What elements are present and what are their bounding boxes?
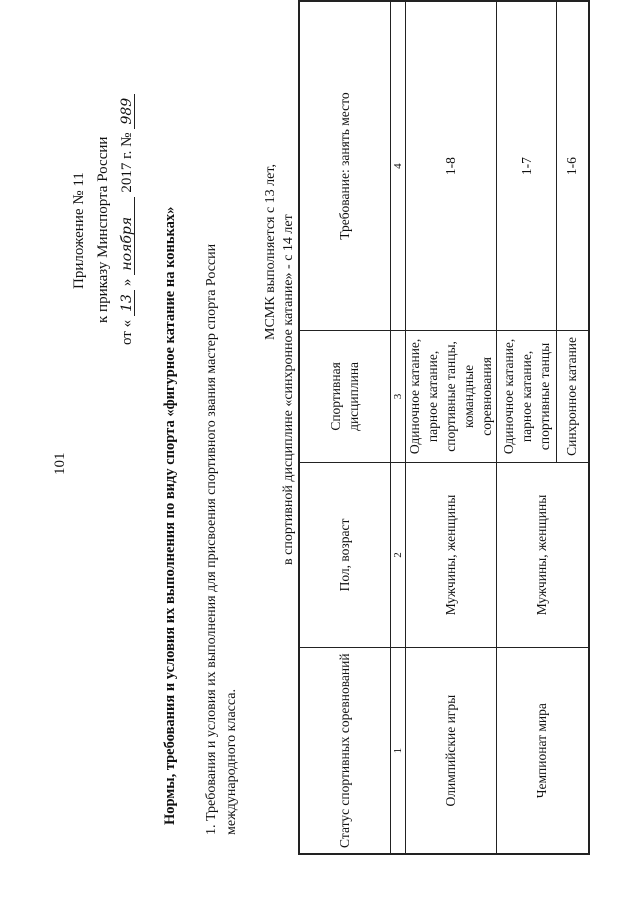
table-row — [406, 1, 497, 854]
page-number: 101 — [52, 452, 68, 475]
age-note-line2: в спортивной дисциплине «синхронное катание» - с 14 лет — [281, 214, 296, 565]
row-discipline — [406, 331, 497, 462]
discipline-line: спортивные танцы, — [443, 341, 458, 452]
intro-paragraph: 1. Требования и условия их выполнения для присвоения спортивного звания мастер спорта России международного класса. — [204, 243, 239, 835]
row-discipline: Синхронное катание — [557, 331, 589, 462]
discipline-line: Одиночное катание, — [500, 338, 516, 455]
discipline-line: спортивные танцы — [536, 342, 552, 451]
row-gender: Мужчины, женщины — [497, 462, 589, 648]
date-prefix: от « — [119, 319, 135, 345]
header-status: Статус спортивных соревнований — [299, 648, 391, 854]
appendix-order-ref: к приказу Минспорта России — [95, 136, 111, 323]
discipline-line: командные соревнования — [461, 357, 494, 436]
row-discipline — [497, 331, 557, 462]
col-number: 4 — [391, 1, 406, 331]
header-discipline: Спортивная дисциплина — [299, 331, 391, 462]
appendix-date-line — [120, 45, 144, 345]
row-status: Олимпийские игры — [406, 648, 497, 854]
col-number: 1 — [391, 648, 406, 854]
table-number-row — [391, 1, 406, 854]
appendix-block — [72, 45, 144, 345]
appendix-title: Приложение № 11 — [71, 172, 87, 289]
order-number: 989 — [120, 94, 135, 129]
table-row — [497, 1, 557, 854]
date-month: ноября — [120, 197, 135, 275]
document-title: Нормы, требования и условия их выполнения по виду спорта «фигурное катание на коньках» — [162, 206, 178, 825]
date-day: 13 — [120, 290, 135, 316]
requirements-table — [298, 0, 590, 855]
table-header-row — [299, 1, 391, 854]
row-place: 1-6 — [557, 1, 589, 331]
date-year: 2017 г. № — [119, 132, 135, 193]
header-gender: Пол, возраст — [299, 462, 391, 648]
date-mid: » — [119, 278, 135, 287]
discipline-line: парное катание, — [518, 350, 534, 443]
row-status: Чемпионат мира — [497, 648, 589, 854]
discipline-line: парное катание, — [425, 350, 440, 443]
header-place: Требование: занять место — [299, 1, 391, 331]
row-place: 1-7 — [497, 1, 557, 331]
row-gender: Мужчины, женщины — [406, 462, 497, 648]
col-number: 2 — [391, 462, 406, 648]
discipline-line: Одиночное катание, — [407, 338, 422, 455]
col-number: 3 — [391, 331, 406, 462]
age-note-line1: МСМК выполняется с 13 лет, — [263, 164, 278, 340]
row-place: 1-8 — [406, 1, 497, 331]
